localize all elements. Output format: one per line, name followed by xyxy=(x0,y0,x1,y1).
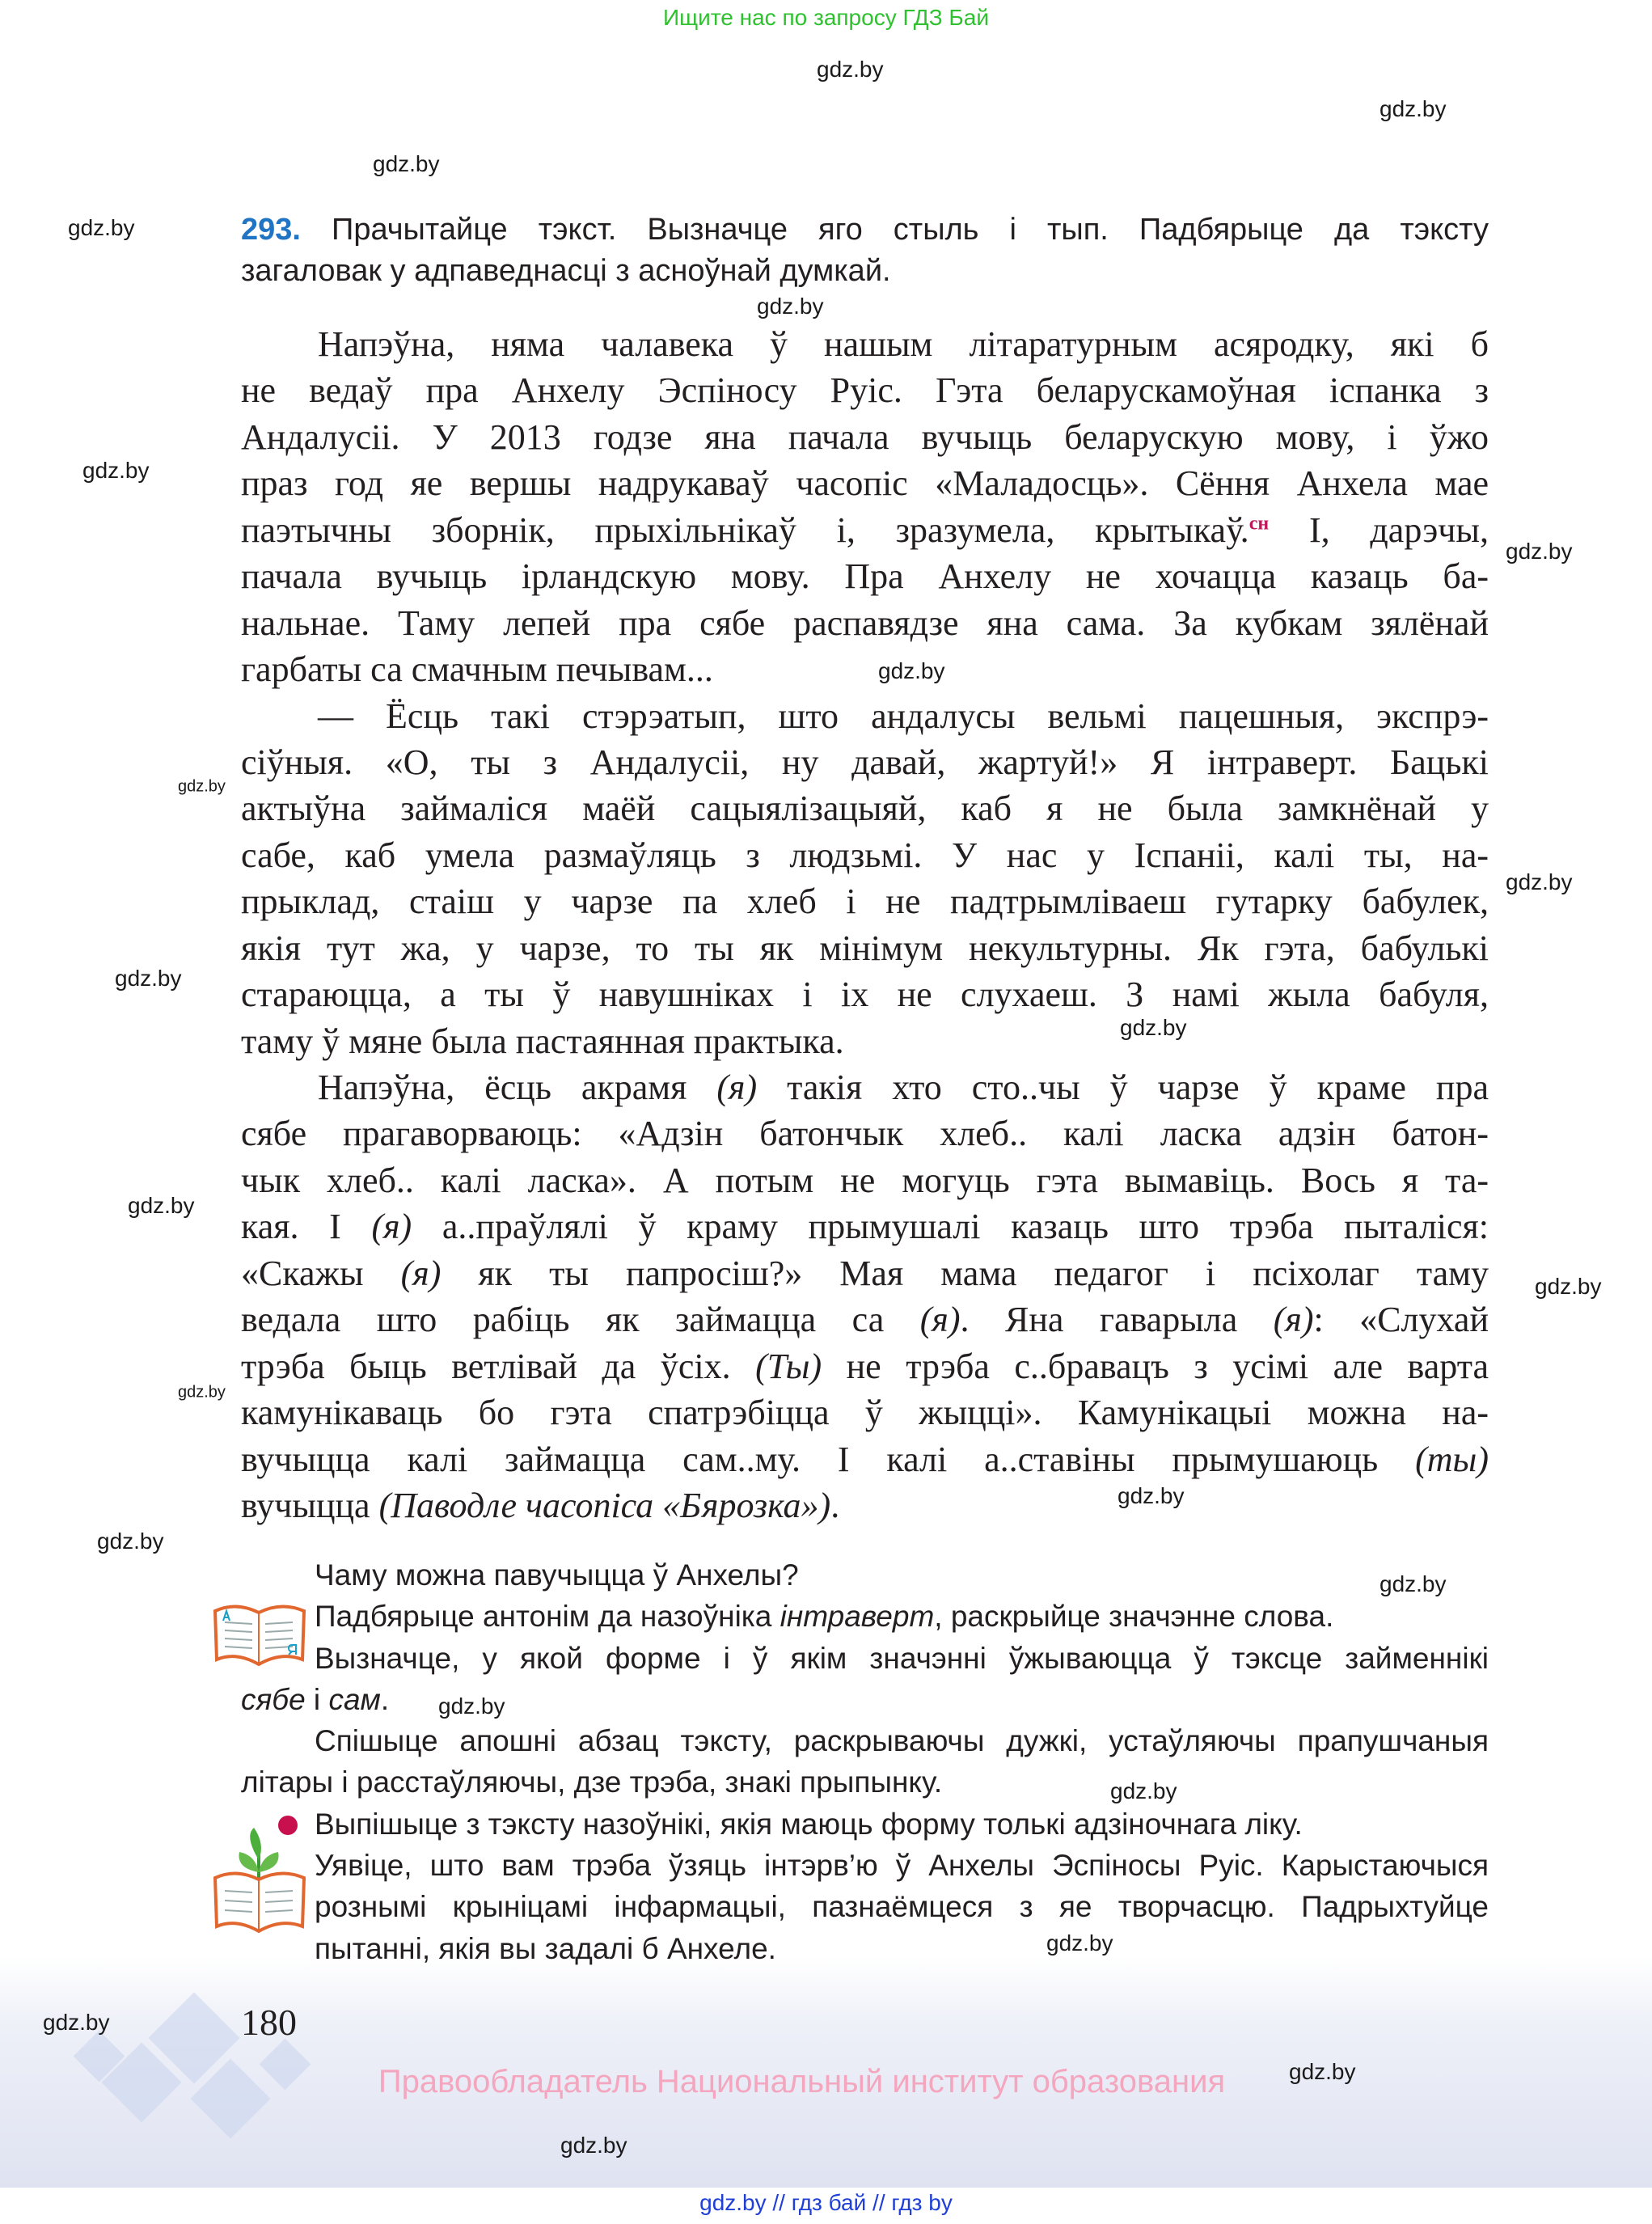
copyright-notice: Правообладатель Национальный институт образования xyxy=(378,2064,1226,2099)
text-line xyxy=(241,925,1489,971)
text-line xyxy=(241,507,1489,553)
task-line xyxy=(241,1554,1489,1596)
text-run: . xyxy=(830,1485,840,1525)
text-run: : «Слухай xyxy=(1313,1300,1489,1340)
sprout-book-icon xyxy=(212,1828,307,1933)
text-run: якія тут жа, у чарзе, то ты як мінімум некультурны. Як гэта, бабулькі xyxy=(241,928,1489,968)
exercise-instruction xyxy=(241,209,1489,292)
italic-run: сам xyxy=(328,1682,381,1716)
watermark: gdz.by xyxy=(1118,1483,1185,1508)
watermark: gdz.by xyxy=(1289,2059,1356,2084)
text-run: сіўныя. «О, ты з Андалусіі, ну давай, жартуй!» Я інтраверт. Бацькі xyxy=(241,742,1489,782)
text-run: ведала што рабіць як займацца са xyxy=(241,1300,920,1340)
task-line xyxy=(241,1720,1489,1761)
instruction-line: Прачытайце тэкст. Вызначце яго стыль і тып. Падбярыце да тэксту xyxy=(332,213,1489,247)
text-run: кая. І xyxy=(241,1207,372,1247)
watermark: gdz.by xyxy=(43,2010,110,2035)
text-line xyxy=(241,1482,1489,1528)
text-line xyxy=(241,460,1489,506)
italic-run: сябе xyxy=(241,1682,306,1716)
text-run: паэтычны зборнік, прыхільнікаў і, зразумела, крытыкаў. xyxy=(241,509,1249,550)
text-run: Выпішыце з тэксту назоўнікі, якія маюць форму толькі адзіночнага ліку. xyxy=(315,1807,1303,1841)
italic-run: (я) xyxy=(716,1068,758,1107)
watermark: gdz.by xyxy=(1379,96,1447,121)
text-line xyxy=(241,693,1489,739)
watermark: gdz.by xyxy=(1506,869,1573,894)
text-run: камунікаваць бо гэта спатрэбіцца ў жыцці». Камунікацыі можна на- xyxy=(241,1393,1489,1433)
text-run: Андалусіі. У 2013 годзе яна пачала вучыць беларускую мову, і ўжо xyxy=(241,416,1489,457)
watermark: gdz.by xyxy=(878,658,945,683)
text-line xyxy=(241,1064,1489,1110)
text-run: — Ёсць такі стэрэатып, што андалусы вельмі пацешныя, экспрэ- xyxy=(318,696,1489,736)
text-line xyxy=(241,367,1489,413)
text-line xyxy=(241,1018,1489,1064)
italic-run: (я) xyxy=(371,1207,412,1247)
text-run: Уявіце, што вам трэба ўзяць інтэрв’ю ў Анхелы Эспіносы Руіс. Карыстаючыся xyxy=(315,1849,1489,1883)
italic-run: (Ты) xyxy=(755,1346,822,1386)
text-run: пытанні, якія вы задалі б Анхеле. xyxy=(315,1931,776,1965)
watermark: gdz.by xyxy=(1120,1015,1187,1040)
task-line xyxy=(241,1761,1489,1803)
text-run: актыўна займаліся маёй сацыялізацыяй, каб я не была замкнёнай у xyxy=(241,789,1489,829)
text-run: чык хлеб.. калі ласка». А потым не могуць гэта вымавіць. Вось я та- xyxy=(241,1160,1489,1200)
text-line xyxy=(241,646,1489,692)
text-line xyxy=(241,600,1489,646)
text-line xyxy=(241,1203,1489,1249)
watermark: gdz.by xyxy=(1046,1930,1113,1956)
watermark: gdz.by xyxy=(1506,539,1573,564)
text-line xyxy=(241,1389,1489,1435)
exercise-number: 293. xyxy=(241,213,301,247)
task-list xyxy=(241,1554,1489,1969)
text-run: вучыцца калі займацца сам..му. І калі а..ставіны прымушаюць xyxy=(241,1439,1416,1479)
text-run: праз год яе вершы надрукаваў часопіс «Маладосць». Сёння Анхела мае xyxy=(241,463,1489,504)
watermark: gdz.by xyxy=(178,777,226,796)
watermark: gdz.by xyxy=(757,294,824,319)
text-run: . Яна гаварыла xyxy=(960,1300,1274,1340)
text-run: Чаму можна павучыцца ў Анхелы? xyxy=(315,1558,799,1592)
text-run: «Скажы xyxy=(241,1253,401,1293)
text-run: Напэўна, ёсць акрамя xyxy=(318,1068,717,1107)
instruction-line: загаловак у адпаведнасці з асноўнай думкай. xyxy=(241,254,891,288)
text-run: Падбярыце антонім да назоўніка xyxy=(315,1600,780,1634)
text-run: вучыцца xyxy=(241,1485,379,1525)
italic-run: (Паводле часопіса «Бярозка») xyxy=(378,1485,831,1525)
text-run: пачала вучыць ірландскую мову. Пра Анхелу не хочацца казаць ба- xyxy=(241,556,1489,597)
task-line xyxy=(241,1596,1489,1637)
text-run: , раскрыйце значэнне слова. xyxy=(934,1600,1334,1634)
task-line xyxy=(241,1679,1489,1720)
text-run: сабе, каб умела размаўляць з людзьмі. У нас у Іспаніі, калі ты, на- xyxy=(241,835,1489,875)
text-run: таму ў мяне была пастаянная практыка. xyxy=(241,1021,844,1061)
text-line xyxy=(241,1296,1489,1342)
text-line xyxy=(241,1343,1489,1389)
text-run: трэба быць ветлівай да ўсіх. xyxy=(241,1346,756,1386)
text-line xyxy=(241,739,1489,785)
watermark: gdz.by xyxy=(128,1193,195,1218)
watermark: gdz.by xyxy=(1110,1778,1177,1803)
italic-run: (я) xyxy=(400,1253,442,1293)
watermark: gdz.by xyxy=(68,215,135,240)
watermark: gdz.by xyxy=(82,458,150,483)
text-line xyxy=(241,1157,1489,1203)
italic-run: (я) xyxy=(1273,1300,1314,1340)
watermark: gdz.by xyxy=(1379,1571,1447,1596)
text-run: гарбаты са смачным печывам... xyxy=(241,649,713,690)
text-line xyxy=(241,1110,1489,1156)
text-line xyxy=(241,553,1489,599)
text-run: як ты папросіш?» Мая мама педагог і псіхолаг таму xyxy=(441,1253,1489,1293)
search-note[interactable]: Ищите нас по запросу ГДЗ Бай xyxy=(662,5,990,30)
watermark: gdz.by xyxy=(560,2133,627,2158)
text-run: а..праўлялі ў краму прымушалі казаць што трэба пыталіся: xyxy=(412,1207,1489,1247)
text-run: такія хто сто..чы ў чарзе ў краме пра xyxy=(757,1068,1489,1107)
task-line xyxy=(241,1928,1489,1969)
text-run: Спішыце апошні абзац тэксту, раскрываючы дужкі, устаўляючы прапушчаныя xyxy=(315,1724,1489,1758)
text-line xyxy=(241,321,1489,367)
task-line xyxy=(241,1638,1489,1679)
dictionary-book-icon xyxy=(212,1601,307,1668)
italic-run: (я) xyxy=(919,1300,961,1340)
text-line xyxy=(241,878,1489,924)
text-run: Напэўна, няма чалавека ў нашым літаратурным асяродку, які б xyxy=(318,324,1489,364)
footer-links[interactable]: gdz.by // гдз бай // гдз by xyxy=(699,2190,953,2215)
watermark: gdz.by xyxy=(438,1693,505,1719)
task-line xyxy=(241,1886,1489,1927)
italic-run: (ты) xyxy=(1415,1439,1489,1479)
text-line xyxy=(241,1436,1489,1482)
text-run: . xyxy=(380,1682,390,1716)
text-run: не ведаў пра Анхелу Эспіносу Руіс. Гэта беларускамоўная іспанка з xyxy=(241,370,1489,411)
text-line xyxy=(241,414,1489,460)
text-run: сябе прагаворваюць: «Адзін батончык хлеб.. калі ласка адзін батон- xyxy=(241,1114,1489,1154)
watermark: gdz.by xyxy=(178,1383,226,1402)
text-run: І, дарэчы, xyxy=(1269,509,1489,550)
watermark: gdz.by xyxy=(97,1528,164,1554)
text-run: Вызначце, у якой форме і ў якім значэнні ўжываюцца ў тэксце займеннікі xyxy=(315,1641,1489,1675)
text-run: нальнае. Таму лепей пра сябе распавядзе яна сама. За кубкам зялёнай xyxy=(241,603,1489,643)
task-line xyxy=(241,1845,1489,1886)
watermark: gdz.by xyxy=(1535,1274,1602,1299)
task-line xyxy=(241,1803,1489,1845)
text-line xyxy=(241,832,1489,878)
text-line xyxy=(241,1250,1489,1296)
reading-text xyxy=(241,321,1489,1528)
page-number: 180 xyxy=(241,2002,297,2043)
text-run: стараюцца, а ты ў навушніках і іх не слухаеш. З намі жыла бабуля, xyxy=(241,975,1489,1015)
footnote-marker: сн xyxy=(1249,513,1270,535)
text-line xyxy=(241,785,1489,831)
watermark: gdz.by xyxy=(115,966,182,991)
text-run: літары і расстаўляючы, дзе трэба, знакі прыпынку. xyxy=(241,1765,943,1799)
text-run: прыклад, стаіш у чарзе па хлеб і не падтрымліваеш гутарку бабулек, xyxy=(241,882,1489,922)
italic-run: інтраверт xyxy=(780,1600,935,1634)
watermark: gdz.by xyxy=(817,57,884,82)
text-run: не трэба с..бравацъ з усімі але варта xyxy=(822,1346,1489,1386)
text-line xyxy=(241,971,1489,1017)
watermark: gdz.by xyxy=(373,151,440,176)
text-run: рознымі крыніцамі інфармацыі, пазнаёмцеся з яе творчасцю. Падрыхтуйце xyxy=(315,1890,1489,1924)
text-run: і xyxy=(305,1682,329,1716)
